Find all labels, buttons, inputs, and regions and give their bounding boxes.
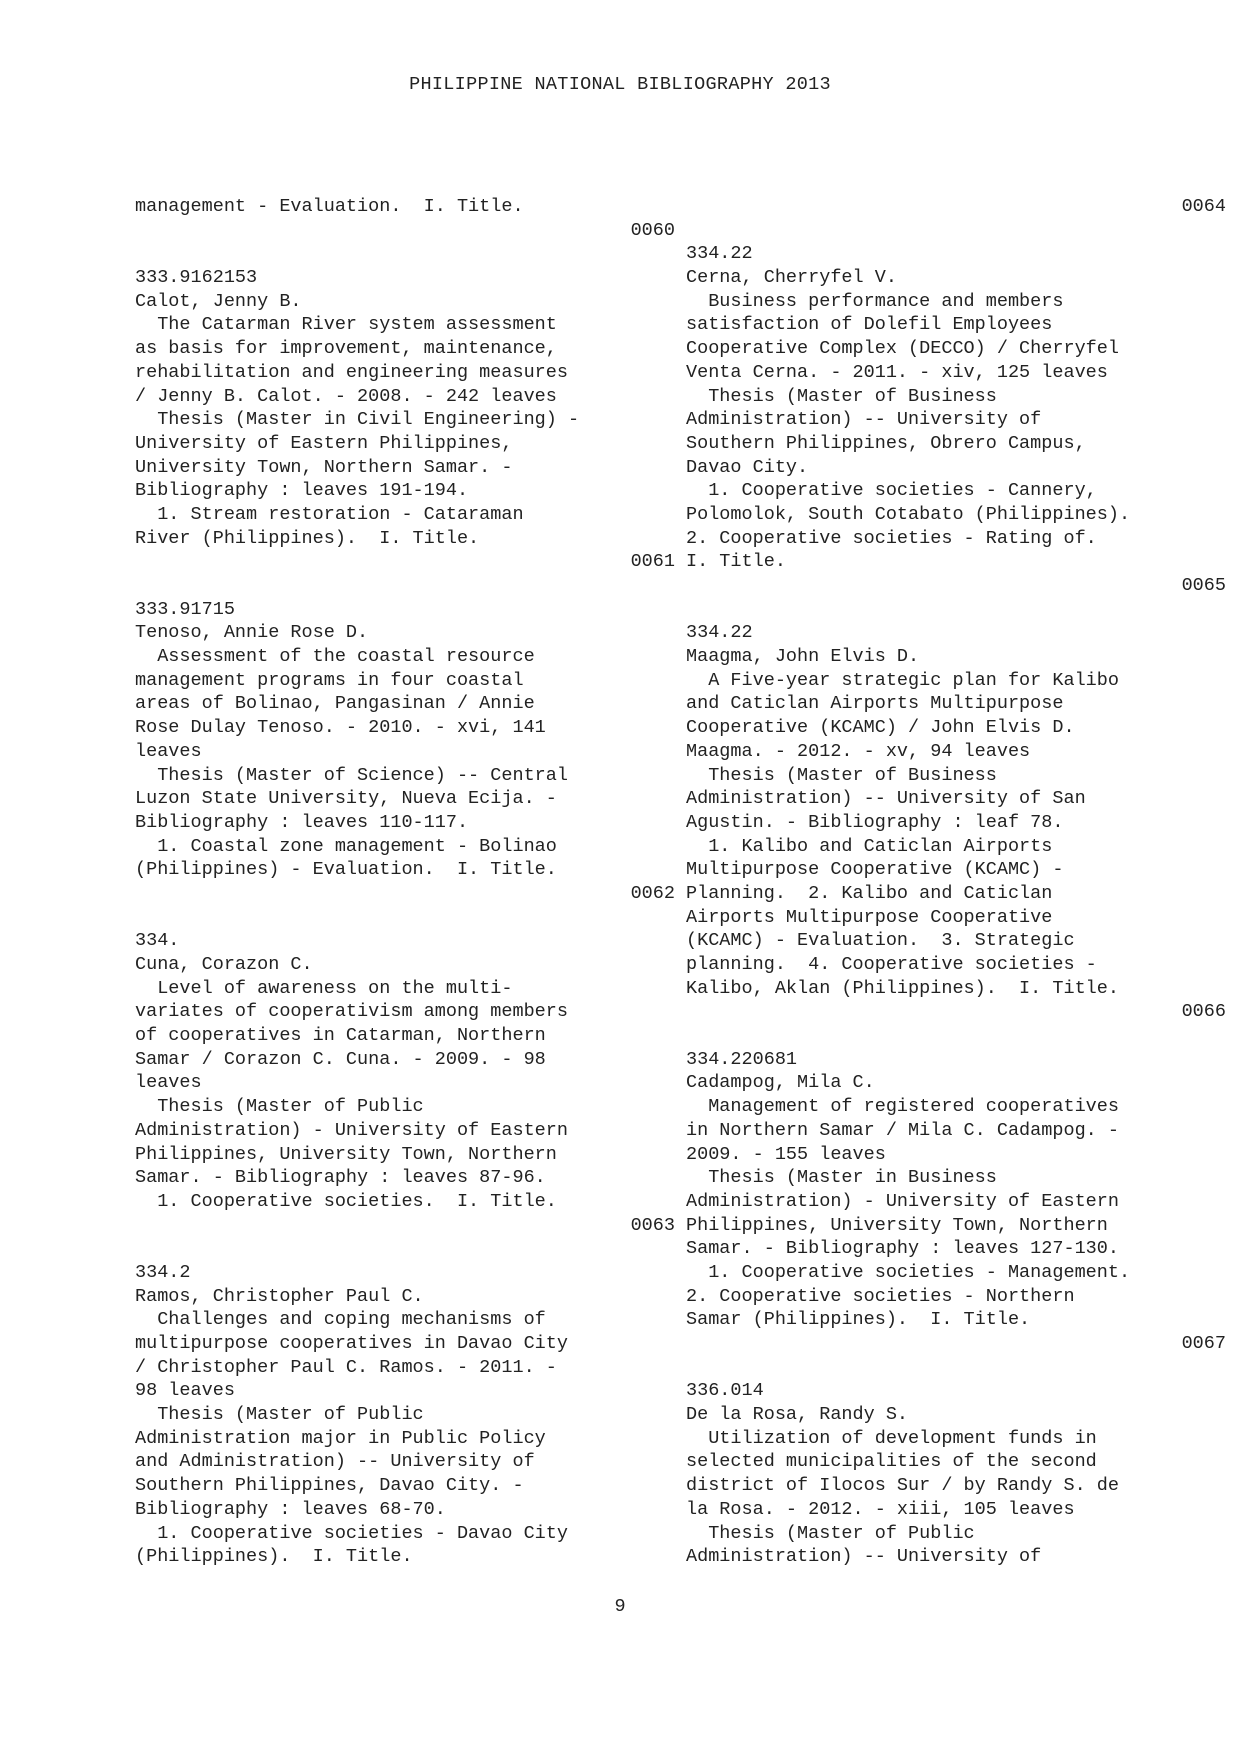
text-line: Cooperative Complex (DECCO) / Cherryfel bbox=[686, 338, 1119, 360]
text-line: Challenges and coping mechanisms of bbox=[135, 1309, 546, 1331]
text-line: Planning. 2. Kalibo and Caticlan bbox=[686, 882, 1053, 904]
text-line: Philippines, University Town, Northern bbox=[686, 1214, 1108, 1236]
text-line: Bibliography : leaves 191-194. bbox=[135, 480, 469, 502]
text-line: Calot, Jenny B. bbox=[135, 290, 302, 312]
entry-number: 0064 bbox=[1181, 196, 1226, 217]
page-number: 9 bbox=[614, 1596, 626, 1617]
text-line: Thesis (Master of Business bbox=[686, 764, 997, 786]
text-line: (Philippines) - Evaluation. I. Title. bbox=[135, 859, 557, 881]
text-line: of cooperatives in Catarman, Northern bbox=[135, 1025, 546, 1047]
text-line: 1. Stream restoration - Cataraman bbox=[135, 503, 524, 525]
text-line: 2. Cooperative societies - Northern bbox=[686, 1285, 1075, 1307]
text-line: 2. Cooperative societies - Rating of. bbox=[686, 527, 1097, 549]
text-line: Airports Multipurpose Cooperative bbox=[686, 906, 1053, 928]
text-line: University of Eastern Philippines, bbox=[135, 432, 513, 454]
text-line: management - Evaluation. I. Title. bbox=[135, 196, 524, 217]
text-line: Samar. - Bibliography : leaves 87-96. bbox=[135, 1167, 546, 1189]
text-line: leaves bbox=[135, 740, 202, 762]
text-line: 334.22 bbox=[686, 243, 753, 265]
text-line: 1. Cooperative societies - Cannery, bbox=[686, 480, 1097, 502]
text-line: Cadampog, Mila C. bbox=[686, 1072, 875, 1094]
text-line: Administration) -- University of bbox=[686, 1546, 1042, 1568]
text-line: Thesis (Master in Civil Engineering) - bbox=[135, 409, 580, 431]
text-line: areas of Bolinao, Pangasinan / Annie bbox=[135, 693, 535, 715]
text-line: De la Rosa, Randy S. bbox=[686, 1404, 909, 1426]
text-line bbox=[135, 242, 675, 266]
text-line: Thesis (Master in Business bbox=[686, 1167, 997, 1189]
text-line: 334.22 bbox=[686, 622, 753, 644]
entry-number: 0065 bbox=[1181, 575, 1226, 596]
text-line: Philippines, University Town, Northern bbox=[135, 1143, 557, 1165]
text-line: Polomolok, South Cotabato (Philippines). bbox=[686, 503, 1131, 525]
text-line: 333.9162153 bbox=[135, 267, 258, 289]
text-line: 334.2 bbox=[135, 1261, 191, 1283]
text-line: Utilization of development funds in bbox=[686, 1427, 1097, 1449]
text-line: Bibliography : leaves 110-117. bbox=[135, 811, 469, 833]
text-line: University Town, Northern Samar. - bbox=[135, 456, 513, 478]
text-line: Management of registered cooperatives bbox=[686, 1096, 1119, 1118]
text-line: Administration) -- University of San bbox=[686, 788, 1086, 810]
text-line: Administration) -- University of bbox=[686, 409, 1042, 431]
text-line: satisfaction of Dolefil Employees bbox=[686, 314, 1053, 336]
text-line: 1. Coastal zone management - Bolinao bbox=[135, 835, 557, 857]
text-line bbox=[135, 1237, 675, 1261]
text-line: as basis for improvement, maintenance, bbox=[135, 338, 557, 360]
text-line bbox=[686, 1024, 1226, 1048]
text-line: Maagma. - 2012. - xv, 94 leaves bbox=[686, 740, 1031, 762]
text-line: The Catarman River system assessment bbox=[135, 314, 557, 336]
text-line: Thesis (Master of Public bbox=[135, 1404, 424, 1426]
text-line: Thesis (Master of Public bbox=[686, 1522, 975, 1544]
text-line: Samar / Corazon C. Cuna. - 2009. - 98 bbox=[135, 1048, 546, 1070]
text-line: 1. Cooperative societies - Management. bbox=[686, 1261, 1131, 1283]
text-line: Tenoso, Annie Rose D. bbox=[135, 622, 369, 644]
text-line: leaves bbox=[135, 1072, 202, 1094]
text-line: and Caticlan Airports Multipurpose bbox=[686, 693, 1064, 715]
text-line: 1. Cooperative societies. I. Title. bbox=[135, 1190, 557, 1212]
text-line: 98 leaves bbox=[135, 1380, 235, 1402]
text-line: / Jenny B. Calot. - 2008. - 242 leaves bbox=[135, 385, 557, 407]
text-line: 333.91715 bbox=[135, 598, 235, 620]
text-line: in Northern Samar / Mila C. Cadampog. - bbox=[686, 1119, 1119, 1141]
text-line: Venta Cerna. - 2011. - xiv, 125 leaves bbox=[686, 361, 1108, 383]
text-line: 2009. - 155 leaves bbox=[686, 1143, 886, 1165]
text-line: Southern Philippines, Obrero Campus, bbox=[686, 432, 1086, 454]
text-line: I. Title. bbox=[686, 551, 786, 573]
text-line: and Administration) -- University of bbox=[135, 1451, 535, 1473]
text-line bbox=[686, 598, 1226, 622]
text-line: district of Ilocos Sur / by Randy S. de bbox=[686, 1475, 1119, 1497]
text-line: Rose Dulay Tenoso. - 2010. - xvi, 141 bbox=[135, 717, 546, 739]
text-line: 336.014 bbox=[686, 1380, 764, 1402]
text-line: 334. bbox=[135, 930, 180, 952]
text-line: River (Philippines). I. Title. bbox=[135, 527, 480, 549]
text-line bbox=[686, 1356, 1226, 1380]
text-line: Administration) - University of Eastern bbox=[686, 1190, 1119, 1212]
page-header: PHILIPPINE NATIONAL BIBLIOGRAPHY 2013 bbox=[409, 74, 831, 95]
text-line: Cerna, Cherryfel V. bbox=[686, 267, 897, 289]
text-line: Administration major in Public Policy bbox=[135, 1427, 546, 1449]
text-line: Thesis (Master of Science) -- Central bbox=[135, 764, 568, 786]
entry-number: 0067 bbox=[1181, 1333, 1226, 1354]
text-line: variates of cooperativism among members bbox=[135, 1001, 568, 1023]
text-line: / Christopher Paul C. Ramos. - 2011. - bbox=[135, 1356, 557, 1378]
text-line: la Rosa. - 2012. - xiii, 105 leaves bbox=[686, 1498, 1075, 1520]
left-column bbox=[135, 195, 675, 1569]
text-line: Cooperative (KCAMC) / John Elvis D. bbox=[686, 717, 1075, 739]
text-line: Thesis (Master of Business bbox=[686, 385, 997, 407]
entry-number: 0060 bbox=[630, 219, 675, 241]
text-line: 1. Kalibo and Caticlan Airports bbox=[686, 835, 1053, 857]
entry-number: 0063 bbox=[630, 1214, 675, 1236]
text-line: Samar. - Bibliography : leaves 127-130. bbox=[686, 1238, 1119, 1260]
text-line: 1. Cooperative societies - Davao City bbox=[135, 1522, 568, 1544]
text-line: Ramos, Christopher Paul C. bbox=[135, 1285, 424, 1307]
text-line: Business performance and members bbox=[686, 290, 1064, 312]
text-line: Davao City. bbox=[686, 456, 809, 478]
text-line: Maagma, John Elvis D. bbox=[686, 646, 920, 668]
text-line: Multipurpose Cooperative (KCAMC) - bbox=[686, 859, 1064, 881]
text-line bbox=[135, 906, 675, 930]
text-line: Level of awareness on the multi- bbox=[135, 977, 513, 999]
text-line: Administration) - University of Eastern bbox=[135, 1119, 568, 1141]
text-line: Southern Philippines, Davao City. - bbox=[135, 1475, 524, 1497]
entry-number: 0061 bbox=[630, 551, 675, 573]
text-line: Agustin. - Bibliography : leaf 78. bbox=[686, 811, 1064, 833]
text-line: A Five-year strategic plan for Kalibo bbox=[686, 669, 1119, 691]
text-line: planning. 4. Cooperative societies - bbox=[686, 954, 1097, 975]
right-column bbox=[686, 195, 1226, 1569]
text-line: Thesis (Master of Public bbox=[135, 1096, 424, 1118]
text-line bbox=[686, 219, 1226, 243]
text-line: Cuna, Corazon C. bbox=[135, 954, 313, 975]
text-line: Kalibo, Aklan (Philippines). I. Title. bbox=[686, 977, 1119, 999]
text-line: management programs in four coastal bbox=[135, 669, 524, 691]
text-line: selected municipalities of the second bbox=[686, 1451, 1097, 1473]
text-line bbox=[135, 574, 675, 598]
text-line: rehabilitation and engineering measures bbox=[135, 361, 568, 383]
text-line: Samar (Philippines). I. Title. bbox=[686, 1309, 1031, 1331]
text-line: Bibliography : leaves 68-70. bbox=[135, 1498, 446, 1520]
text-line: (KCAMC) - Evaluation. 3. Strategic bbox=[686, 930, 1075, 952]
text-line: multipurpose cooperatives in Davao City bbox=[135, 1333, 568, 1354]
text-line: 334.220681 bbox=[686, 1048, 798, 1070]
text-line: Assessment of the coastal resource bbox=[135, 646, 535, 668]
entry-number: 0062 bbox=[630, 882, 675, 904]
text-line: Luzon State University, Nueva Ecija. - bbox=[135, 788, 557, 810]
text-line: (Philippines). I. Title. bbox=[135, 1546, 413, 1568]
entry-number: 0066 bbox=[1181, 1001, 1226, 1023]
